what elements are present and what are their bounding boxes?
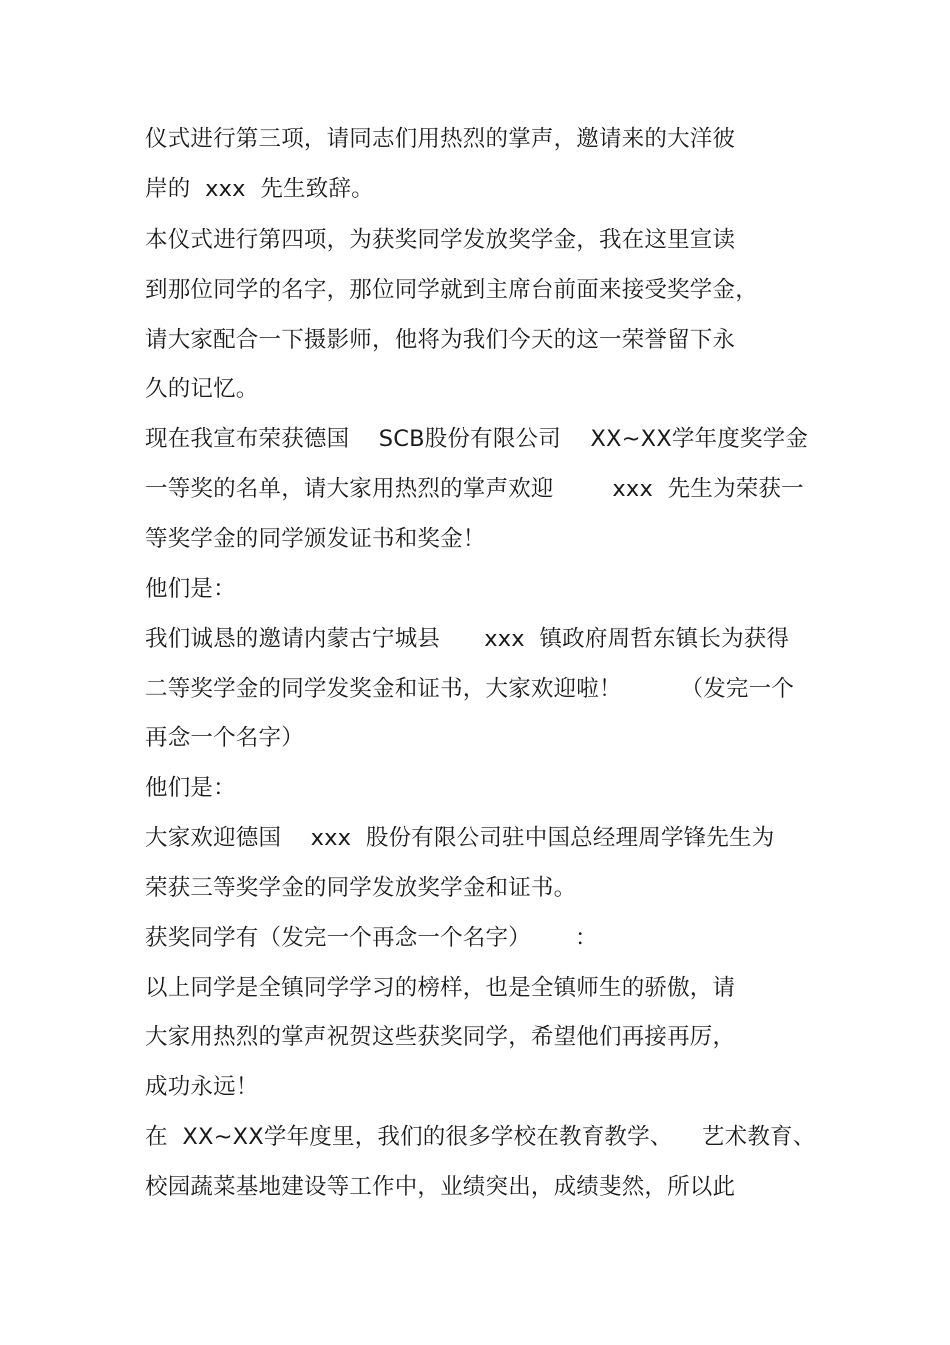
text-line: 获奖同学有（发完一个再念一个名字） ：	[145, 925, 598, 951]
text-line: 成功永远！	[145, 1074, 259, 1100]
text-line: 荣获三等奖学金的同学发放奖学金和证书。	[145, 875, 577, 901]
text-line: 我们诚恳的邀请内蒙古宁城县 xxx 镇政府周哲东镇长为获得	[145, 626, 790, 652]
text-line: 以上同学是全镇同学学习的榜样，也是全镇师生的骄傲，请	[145, 975, 736, 1001]
text-line: 校园蔬菜基地建设等工作中，业绩突出，成绩斐然，所以此	[145, 1174, 736, 1200]
text-line: 大家欢迎德国 xxx 股份有限公司驻中国总经理周学锋先生为	[145, 825, 775, 851]
text-line: 仪式进行第三项，请同志们用热烈的掌声，邀请来的大洋彼	[145, 126, 736, 152]
text-line: 二等奖学金的同学发奖金和证书，大家欢迎啦！ （发完一个	[145, 676, 795, 702]
text-line: 久的记忆。	[145, 376, 259, 402]
text-line: 到那位同学的名字，那位同学就到主席台前面来接受奖学金，	[145, 277, 758, 303]
text-line: 岸的 xxx 先生致辞。	[145, 176, 374, 202]
text-line: 大家用热烈的掌声祝贺这些获奖同学，希望他们再接再厉，	[145, 1024, 736, 1050]
text-line: 在 XX~XX学年度里，我们的很多学校在教育教学、 艺术教育、	[145, 1124, 816, 1150]
text-line: 现在我宣布荣获德国 SCB股份有限公司 XX~XX学年度奖学金	[145, 426, 809, 452]
text-line: 等奖学金的同学颁发证书和奖金！	[145, 526, 486, 552]
text-line: 再念一个名字）	[145, 725, 304, 751]
text-line: 请大家配合一下摄影师，他将为我们今天的这一荣誉留下永	[145, 327, 736, 353]
text-line: 本仪式进行第四项，为获奖同学发放奖学金，我在这里宣读	[145, 227, 736, 253]
text-line: 一等奖的名单，请大家用热烈的掌声欢迎 xxx 先生为荣获一	[145, 476, 804, 502]
text-line: 他们是：	[145, 576, 236, 602]
text-line: 他们是：	[145, 775, 236, 801]
